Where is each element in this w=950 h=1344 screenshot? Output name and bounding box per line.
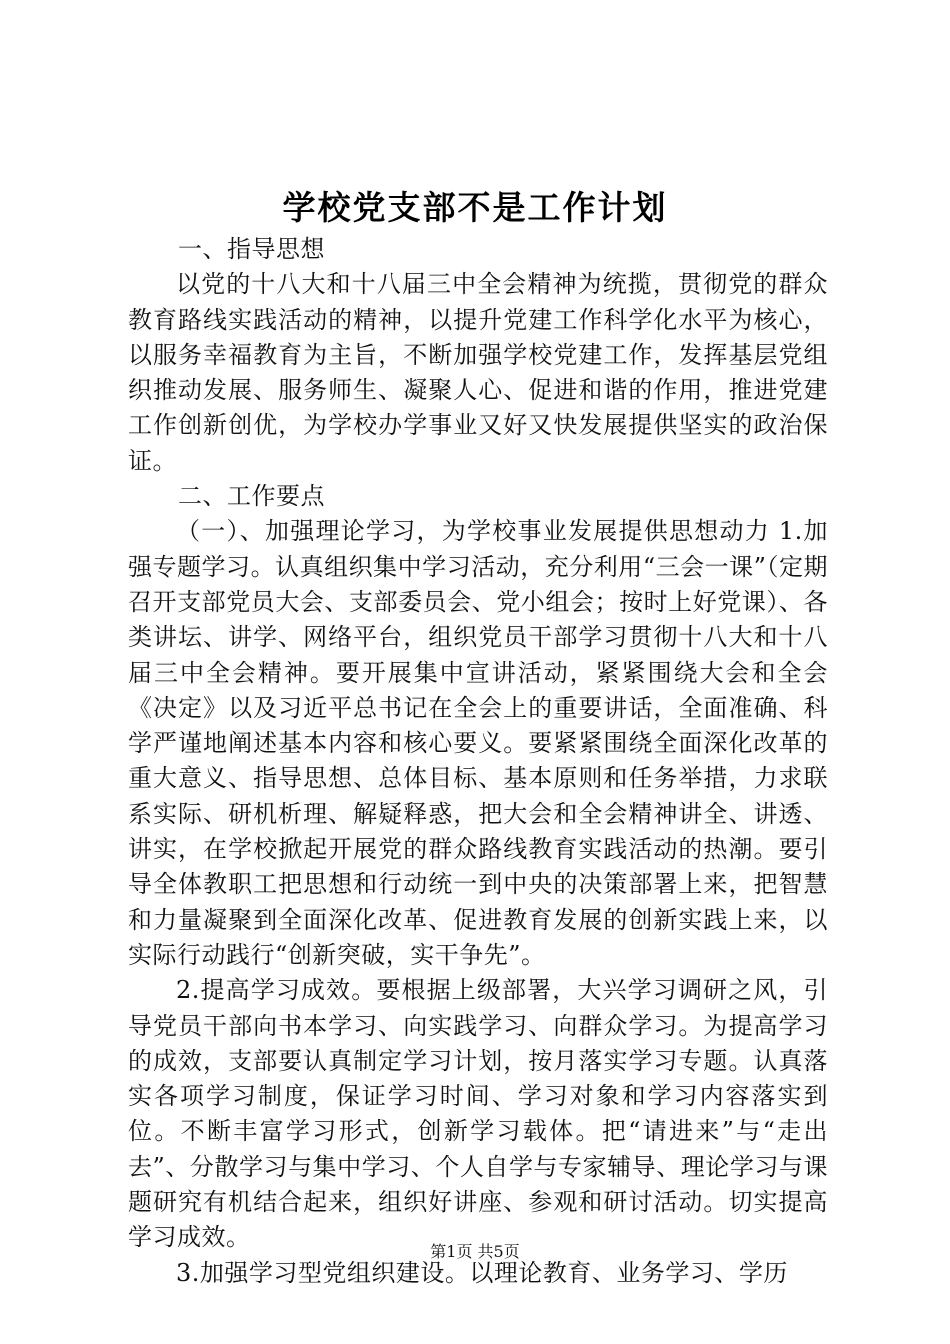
section-heading-work-points: 二、工作要点 [178, 482, 325, 511]
paragraph-guiding-thought: 以党的十八大和十八届三中全会精神为统揽，贯彻党的群众教育路线实践活动的精神，以提升党建工作科学化水平为核心，以服务幸福教育为主旨，不断加强学校党建工作，发挥基层党组织推动发展、服务师生、凝聚人心、促进和谐的作用，推进党建工作创新创优，为学校办学事业又好又快发展提供坚实的政治保证。 [128, 270, 828, 475]
page-number-footer: 第1页 共5页 [430, 1242, 520, 1261]
paragraph-learning-organization: 3.加强学习型党组织建设。以理论教育、业务学习、学历 [176, 1258, 788, 1287]
document-title: 学校党支部不是工作计划 [282, 188, 668, 227]
section-heading-guiding-thought: 一、指导思想 [178, 235, 325, 263]
paragraph-study-effectiveness: 2.提高学习成效。要根据上级部署，大兴学习调研之风，引导党员干部向书本学习、向实践学习、向群众学习。为提高学习的成效，支部要认真制定学习计划，按月落实学习专题。认真落实各项学习制度，保证学习时间、学习对象和学习内容落实到位。不断丰富学习形式，创新学习载体。把“请进来”与“走出去”、分散学习与集中学习、个人自学与专家辅导、理论学习与课题研究有机结合起来，组织好讲座、参观和研讨活动。切实提高学习成效。 [128, 976, 828, 1252]
document-body [128, 232, 828, 1291]
paragraph-theory-study: （一）、加强理论学习，为学校事业发展提供思想动力 1.加强专题学习。认真组织集中学习活动，充分利用“三会一课”（定期召开支部党员大会、支部委员会、党小组会；按时上好党课）、各类讲坛、讲学、网络平台，组织党员干部学习贯彻十八大和十八届三中全会精神。要开展集中宣讲活动，紧紧围绕大会和全会《决定》以及习近平总书记在全会上的重要讲话，全面准确、科学严谨地阐述基本内容和核心要义。要紧紧围绕全面深化改革的重大意义、指导思想、总体目标、基本原则和任务举措，力求联系实际、研机析理、解疑释惑，把大会和全会精神讲全、讲透、讲实，在学校掀起开展党的群众路线教育实践活动的热潮。要引导全体教职工把思想和行动统一到中央的决策部署上来，把智慧和力量凝聚到全面深化改革、促进教育发展的创新实践上来，以实际行动践行“创新突破，实干争先”。 [128, 517, 828, 969]
